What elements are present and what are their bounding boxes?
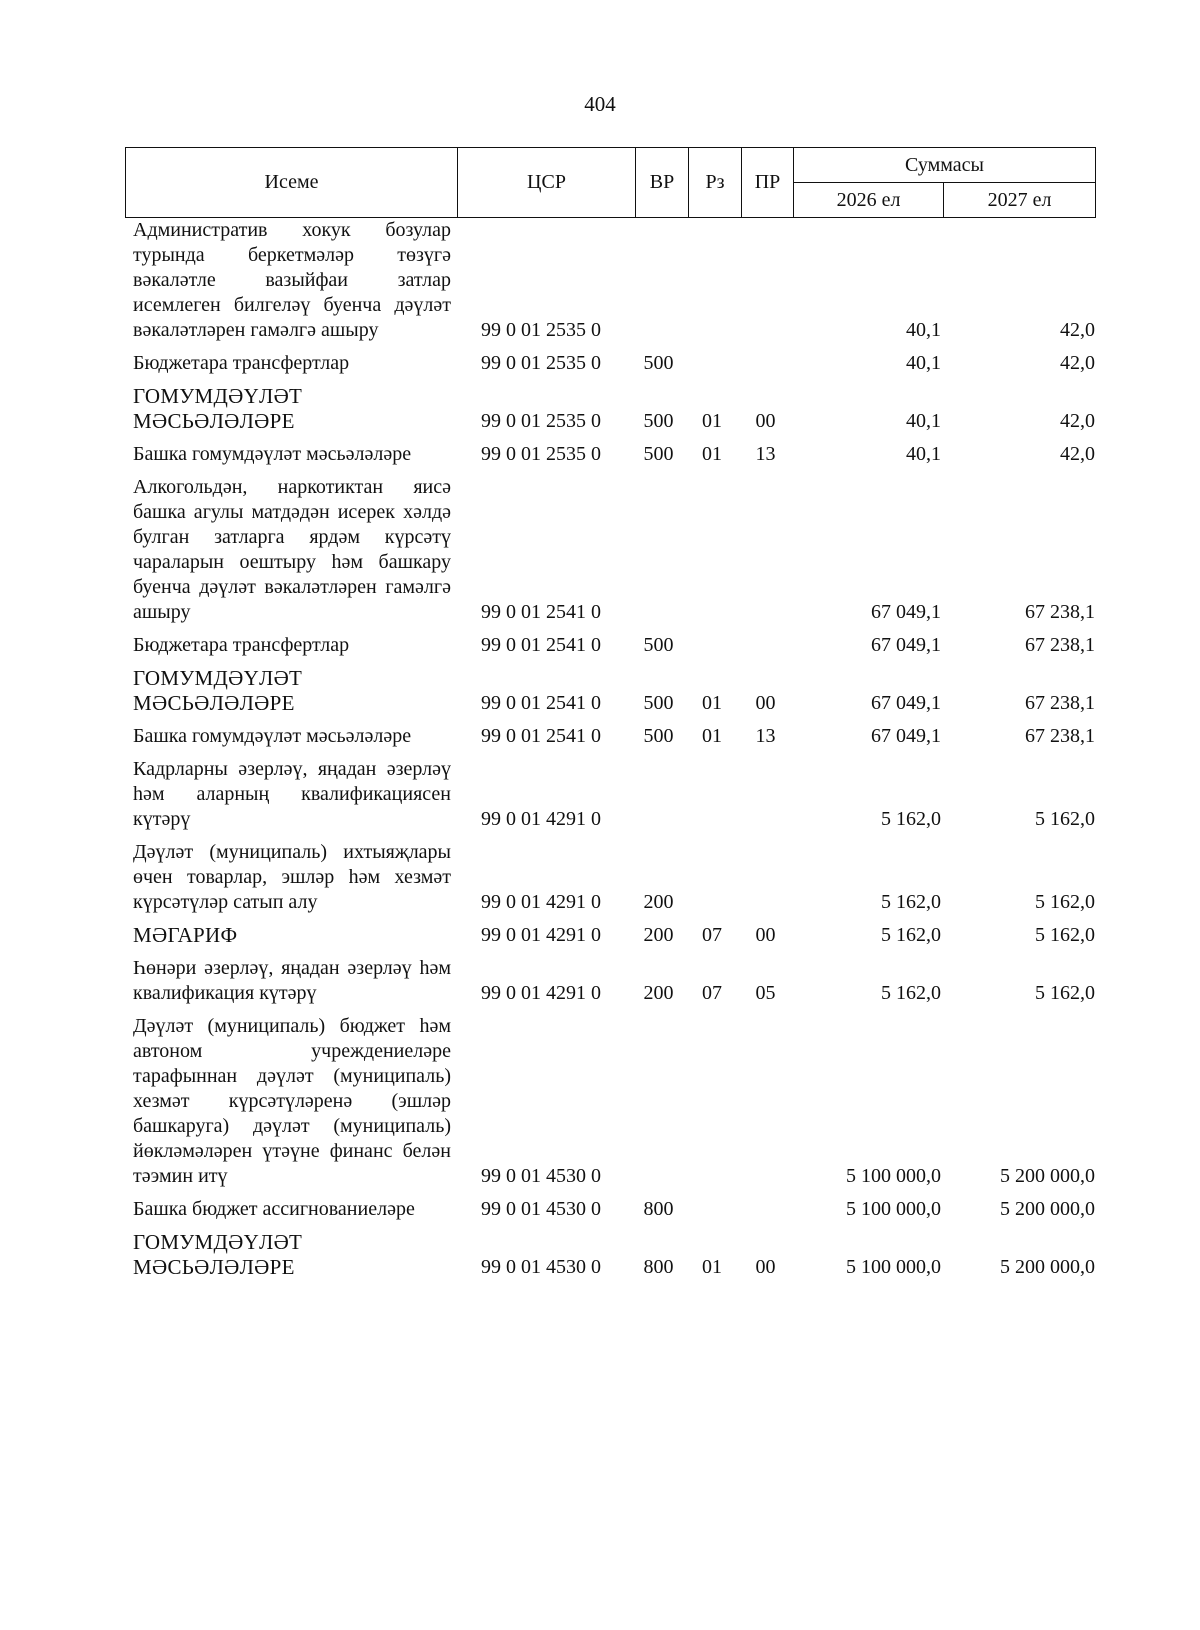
- row-name: Дәүләт (муниципаль) ихтыяҗлары өчен товарлар, эшләр һәм хезмәт күрсәтүләр сатып алу: [133, 841, 451, 913]
- row-sum-2027: 67 238,1: [1025, 725, 1095, 747]
- table-row: [125, 1197, 1125, 1222]
- row-name: Кадрларны әзерләү, яңадан әзерләү һәм аларның квалификациясен күтәрү: [133, 758, 451, 830]
- table-row: [125, 1230, 1125, 1280]
- header-vr: ВР: [636, 148, 689, 218]
- row-rz: 01: [702, 1256, 722, 1278]
- row-csr: 99 0 01 4291 0: [481, 924, 601, 946]
- row-sum-2027: 42,0: [1060, 443, 1095, 465]
- table-row: [125, 442, 1125, 467]
- table-row: [125, 475, 1125, 625]
- table-row: [125, 633, 1125, 658]
- row-vr: 500: [643, 352, 674, 374]
- row-rz: 01: [702, 725, 722, 747]
- row-name: Дәүләт (муниципаль) бюджет һәм автоном учреждениеләре тарафыннан дәүләт (муниципаль) хезмәт күрсәтүләренә (эшләр башкаруга) дәүләт (муниципаль) йөкләмәләрен үтәүне финанс белән тәэмин итү: [133, 1015, 451, 1187]
- row-vr: 200: [643, 891, 674, 913]
- row-pr: 05: [755, 982, 776, 1004]
- header-rz: Рз: [689, 148, 742, 218]
- table-row: [125, 1014, 1125, 1189]
- row-name: Бюджетара трансфертлар: [133, 352, 350, 374]
- row-csr: 99 0 01 2541 0: [481, 725, 601, 747]
- row-csr: 99 0 01 2535 0: [481, 352, 601, 374]
- table-row: [125, 724, 1125, 749]
- row-sum-2026: 67 049,1: [871, 634, 941, 656]
- row-sum-2026: 40,1: [906, 319, 941, 341]
- header-sums: Суммасы: [794, 148, 1096, 183]
- row-csr: 99 0 01 4530 0: [481, 1165, 601, 1187]
- row-sum-2027: 42,0: [1060, 410, 1095, 432]
- row-csr: 99 0 01 2541 0: [481, 692, 601, 714]
- row-name: МӘГАРИФ: [133, 923, 238, 947]
- header-csr: ЦСР: [458, 148, 636, 218]
- row-csr: 99 0 01 2535 0: [481, 410, 601, 432]
- row-rz: 01: [702, 692, 722, 714]
- row-sum-2026: 40,1: [906, 352, 941, 374]
- row-vr: 800: [643, 1256, 674, 1278]
- row-sum-2026: 5 100 000,0: [846, 1198, 941, 1220]
- row-sum-2027: 67 238,1: [1025, 601, 1095, 623]
- header-year-2026: 2026 ел: [794, 183, 944, 218]
- row-csr: 99 0 01 4530 0: [481, 1256, 601, 1278]
- row-vr: 200: [643, 924, 674, 946]
- row-csr: 99 0 01 4530 0: [481, 1198, 601, 1220]
- row-name: Башка гомумдәүләт мәсьәләләре: [133, 725, 412, 747]
- row-sum-2027: 5 162,0: [1035, 808, 1095, 830]
- row-vr: 500: [643, 443, 674, 465]
- row-vr: 200: [643, 982, 674, 1004]
- row-sum-2027: 5 162,0: [1035, 982, 1095, 1004]
- row-csr: 99 0 01 4291 0: [481, 982, 601, 1004]
- table-header: [125, 147, 1096, 218]
- page-number: 404: [584, 92, 616, 116]
- header-year-2027: 2027 ел: [944, 183, 1096, 218]
- table-row: [125, 351, 1125, 376]
- row-csr: 99 0 01 4291 0: [481, 891, 601, 913]
- row-sum-2026: 40,1: [906, 410, 941, 432]
- row-sum-2027: 42,0: [1060, 352, 1095, 374]
- row-sum-2026: 5 162,0: [881, 808, 941, 830]
- table-row: [125, 384, 1125, 434]
- row-pr: 00: [755, 692, 776, 714]
- row-name: Башка бюджет ассигнованиеләре: [133, 1198, 415, 1220]
- row-csr: 99 0 01 2535 0: [481, 319, 601, 341]
- row-sum-2026: 5 162,0: [881, 982, 941, 1004]
- row-sum-2026: 67 049,1: [871, 725, 941, 747]
- row-name: Административ хокук бозулар турында беркетмәләр төзүгә вәкаләтле вазыйфаи затлар исемлеген билгеләү буенча дәүләт вәкаләтләрен гамәлгә ашыру: [133, 219, 451, 341]
- row-name: Алкогольдән, наркотиктан яисә башка агулы матдәдән исерек хәлдә булган затларга ярдәм күрсәтү чараларын оештыру һәм башкару буенча дәүләт вәкаләтләрен гамәлгә ашыру: [133, 476, 451, 623]
- row-sum-2026: 5 162,0: [881, 891, 941, 913]
- row-sum-2027: 5 200 000,0: [1000, 1165, 1095, 1187]
- row-vr: 500: [643, 692, 674, 714]
- row-csr: 99 0 01 2535 0: [481, 443, 601, 465]
- row-sum-2026: 67 049,1: [871, 601, 941, 623]
- row-pr: 13: [755, 725, 776, 747]
- row-rz: 07: [702, 924, 722, 946]
- row-csr: 99 0 01 2541 0: [481, 601, 601, 623]
- row-sum-2027: 5 162,0: [1035, 924, 1095, 946]
- table-body: [125, 218, 1125, 1288]
- row-pr: 00: [755, 924, 776, 946]
- table-row: [125, 218, 1125, 343]
- row-vr: 800: [643, 1198, 674, 1220]
- row-sum-2027: 42,0: [1060, 319, 1095, 341]
- row-vr: 500: [643, 410, 674, 432]
- row-pr: 00: [755, 410, 776, 432]
- table-row: [125, 840, 1125, 915]
- row-sum-2026: 5 162,0: [881, 924, 941, 946]
- table-row: [125, 923, 1125, 948]
- row-pr: 00: [755, 1256, 776, 1278]
- row-csr: 99 0 01 4291 0: [481, 808, 601, 830]
- row-pr: 13: [755, 443, 776, 465]
- row-rz: 07: [702, 982, 722, 1004]
- header-name: Исеме: [126, 148, 458, 218]
- table-row: [125, 757, 1125, 832]
- row-sum-2027: 67 238,1: [1025, 634, 1095, 656]
- row-vr: 500: [643, 725, 674, 747]
- row-sum-2027: 5 200 000,0: [1000, 1256, 1095, 1278]
- row-name: ГОМУМДӘҮЛӘТ МӘСЬӘЛӘЛӘРЕ: [133, 384, 303, 433]
- row-rz: 01: [702, 443, 722, 465]
- row-name: Һөнәри әзерләү, яңадан әзерләү һәм квалификация күтәрү: [133, 957, 451, 1004]
- row-sum-2027: 5 200 000,0: [1000, 1198, 1095, 1220]
- table-row: [125, 666, 1125, 716]
- row-sum-2027: 5 162,0: [1035, 891, 1095, 913]
- row-sum-2026: 40,1: [906, 443, 941, 465]
- row-name: ГОМУМДӘҮЛӘТ МӘСЬӘЛӘЛӘРЕ: [133, 1230, 303, 1279]
- row-vr: 500: [643, 634, 674, 656]
- row-sum-2027: 67 238,1: [1025, 692, 1095, 714]
- header-pr: ПР: [742, 148, 794, 218]
- table-row: [125, 956, 1125, 1006]
- row-sum-2026: 5 100 000,0: [846, 1165, 941, 1187]
- row-name: ГОМУМДӘҮЛӘТ МӘСЬӘЛӘЛӘРЕ: [133, 666, 303, 715]
- row-sum-2026: 5 100 000,0: [846, 1256, 941, 1278]
- row-sum-2026: 67 049,1: [871, 692, 941, 714]
- row-rz: 01: [702, 410, 722, 432]
- row-csr: 99 0 01 2541 0: [481, 634, 601, 656]
- row-name: Башка гомумдәүләт мәсьәләләре: [133, 443, 412, 465]
- row-name: Бюджетара трансфертлар: [133, 634, 350, 656]
